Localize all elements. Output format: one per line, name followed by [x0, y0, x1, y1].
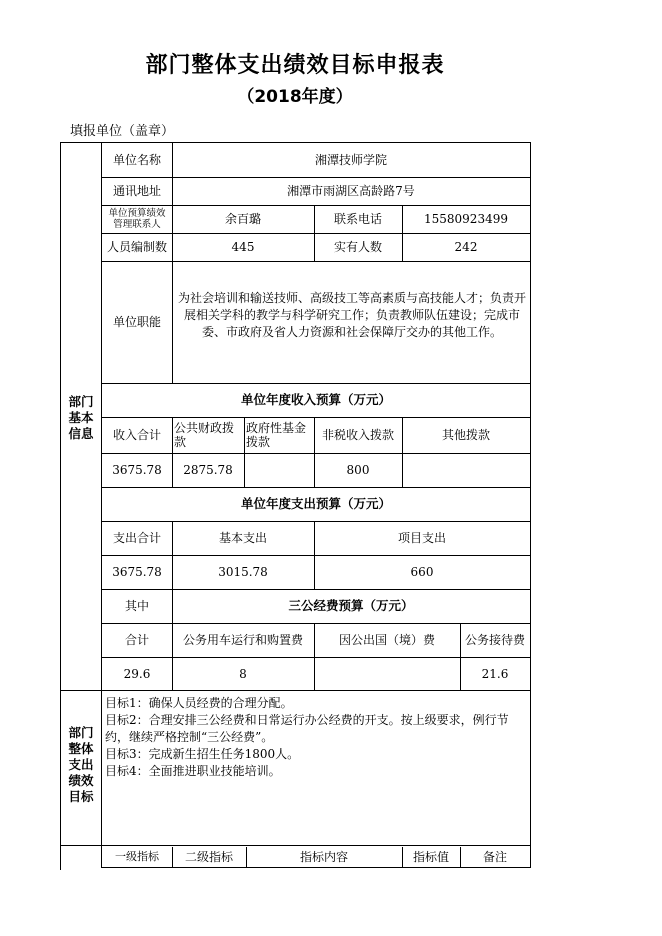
expense-value-total: 3675.78 [112, 565, 162, 579]
staff-quota-value: 445 [231, 240, 255, 254]
three-public-value-vehicle: 8 [239, 667, 247, 681]
address-value: 湘潭市雨湖区高龄路7号 [287, 184, 415, 198]
filler-unit-label: 填报单位（盖章） [70, 124, 175, 139]
unit-name-value: 湘潭技师学院 [314, 153, 387, 167]
staff-quota-label: 人员编制数 [106, 239, 167, 254]
expense-heading: 单位年度支出预算（万元） [240, 496, 391, 511]
section-label-basic-info: 部门 基本 信息 [68, 394, 94, 441]
page-title: 部门整体支出绩效目标申报表 [145, 53, 445, 78]
income-value-other [402, 453, 530, 487]
three-public-value-abroad [314, 657, 460, 691]
goal-item: 目标2：合理安排三公经费和日常运行办公经费的开支。按上级要求，例行节约，继续严格控制“三公经费”。 [105, 713, 509, 744]
income-value-total: 3675.78 [112, 463, 162, 477]
three-public-value-total: 29.6 [123, 667, 151, 681]
indicator-header-value: 指标值 [412, 850, 449, 864]
indicator-header-level2: 二级指标 [184, 850, 233, 864]
actual-staff-value: 242 [454, 240, 478, 254]
income-value-fund [244, 453, 314, 487]
goal-item: 目标4：全面推进职业技能培训。 [105, 764, 281, 778]
address-label: 通讯地址 [112, 184, 161, 198]
three-public-header-abroad: 因公出国（境）费 [338, 633, 435, 647]
three-public-heading: 三公经费预算（万元） [288, 598, 414, 613]
income-header-nontax: 非税收入拨款 [321, 428, 394, 442]
phone-value: 15580923499 [424, 212, 508, 226]
table-rule [172, 261, 173, 383]
page-subtitle: （2018年度） [237, 87, 353, 107]
unit-name-label: 单位名称 [112, 153, 161, 167]
expense-header-basic: 基本支出 [218, 531, 267, 545]
contact-label: 单位预算绩效管理联系人 [108, 208, 166, 230]
three-public-header-reception: 公务接待费 [464, 633, 525, 647]
contact-name-value: 余百璐 [224, 212, 261, 226]
expense-header-total: 支出合计 [112, 531, 161, 545]
expense-value-basic: 3015.78 [218, 565, 268, 579]
section-label-goals: 部门 整体 支出 绩效 目标 [68, 725, 94, 804]
three-public-header-vehicle: 公务用车运行和购置费 [182, 633, 303, 647]
among-label: 其中 [124, 599, 149, 613]
indicator-header-remark: 备注 [482, 850, 507, 864]
table-rule [60, 142, 61, 870]
duty-text: 为社会培训和输送技师、高级技工等高素质与高技能人才；负责开展相关学科的教学与科学研究工作；负责教师队伍建设；完成市委、市政府及省人力资源和社会保障厅交办的其他工作。 [177, 291, 526, 339]
income-header-public: 公共财政拨款 [174, 421, 235, 449]
income-value-nontax: 800 [346, 463, 370, 477]
table-rule [60, 845, 531, 846]
goals-list [105, 695, 527, 780]
expense-header-project: 项目支出 [397, 531, 446, 545]
indicator-header-content: 指标内容 [299, 850, 348, 864]
income-header-total: 收入合计 [112, 428, 161, 442]
phone-label: 联系电话 [333, 212, 382, 226]
indicator-header-level1: 一级指标 [115, 850, 159, 863]
duty-label: 单位职能 [112, 315, 161, 329]
table-rule [530, 142, 531, 868]
three-public-value-reception: 21.6 [481, 667, 509, 681]
income-heading: 单位年度收入预算（万元） [240, 392, 391, 407]
expense-value-project: 660 [410, 565, 434, 579]
income-header-other: 其他拨款 [441, 428, 490, 442]
income-header-fund: 政府性基金拨款 [246, 421, 307, 449]
goal-item: 目标3：完成新生招生任务1800人。 [105, 747, 300, 761]
goal-item: 目标1：确保人员经费的合理分配。 [105, 696, 293, 710]
actual-staff-label: 实有人数 [333, 240, 382, 254]
table-rule [101, 867, 531, 868]
three-public-header-total: 合计 [124, 633, 149, 647]
income-value-public: 2875.78 [183, 463, 233, 477]
